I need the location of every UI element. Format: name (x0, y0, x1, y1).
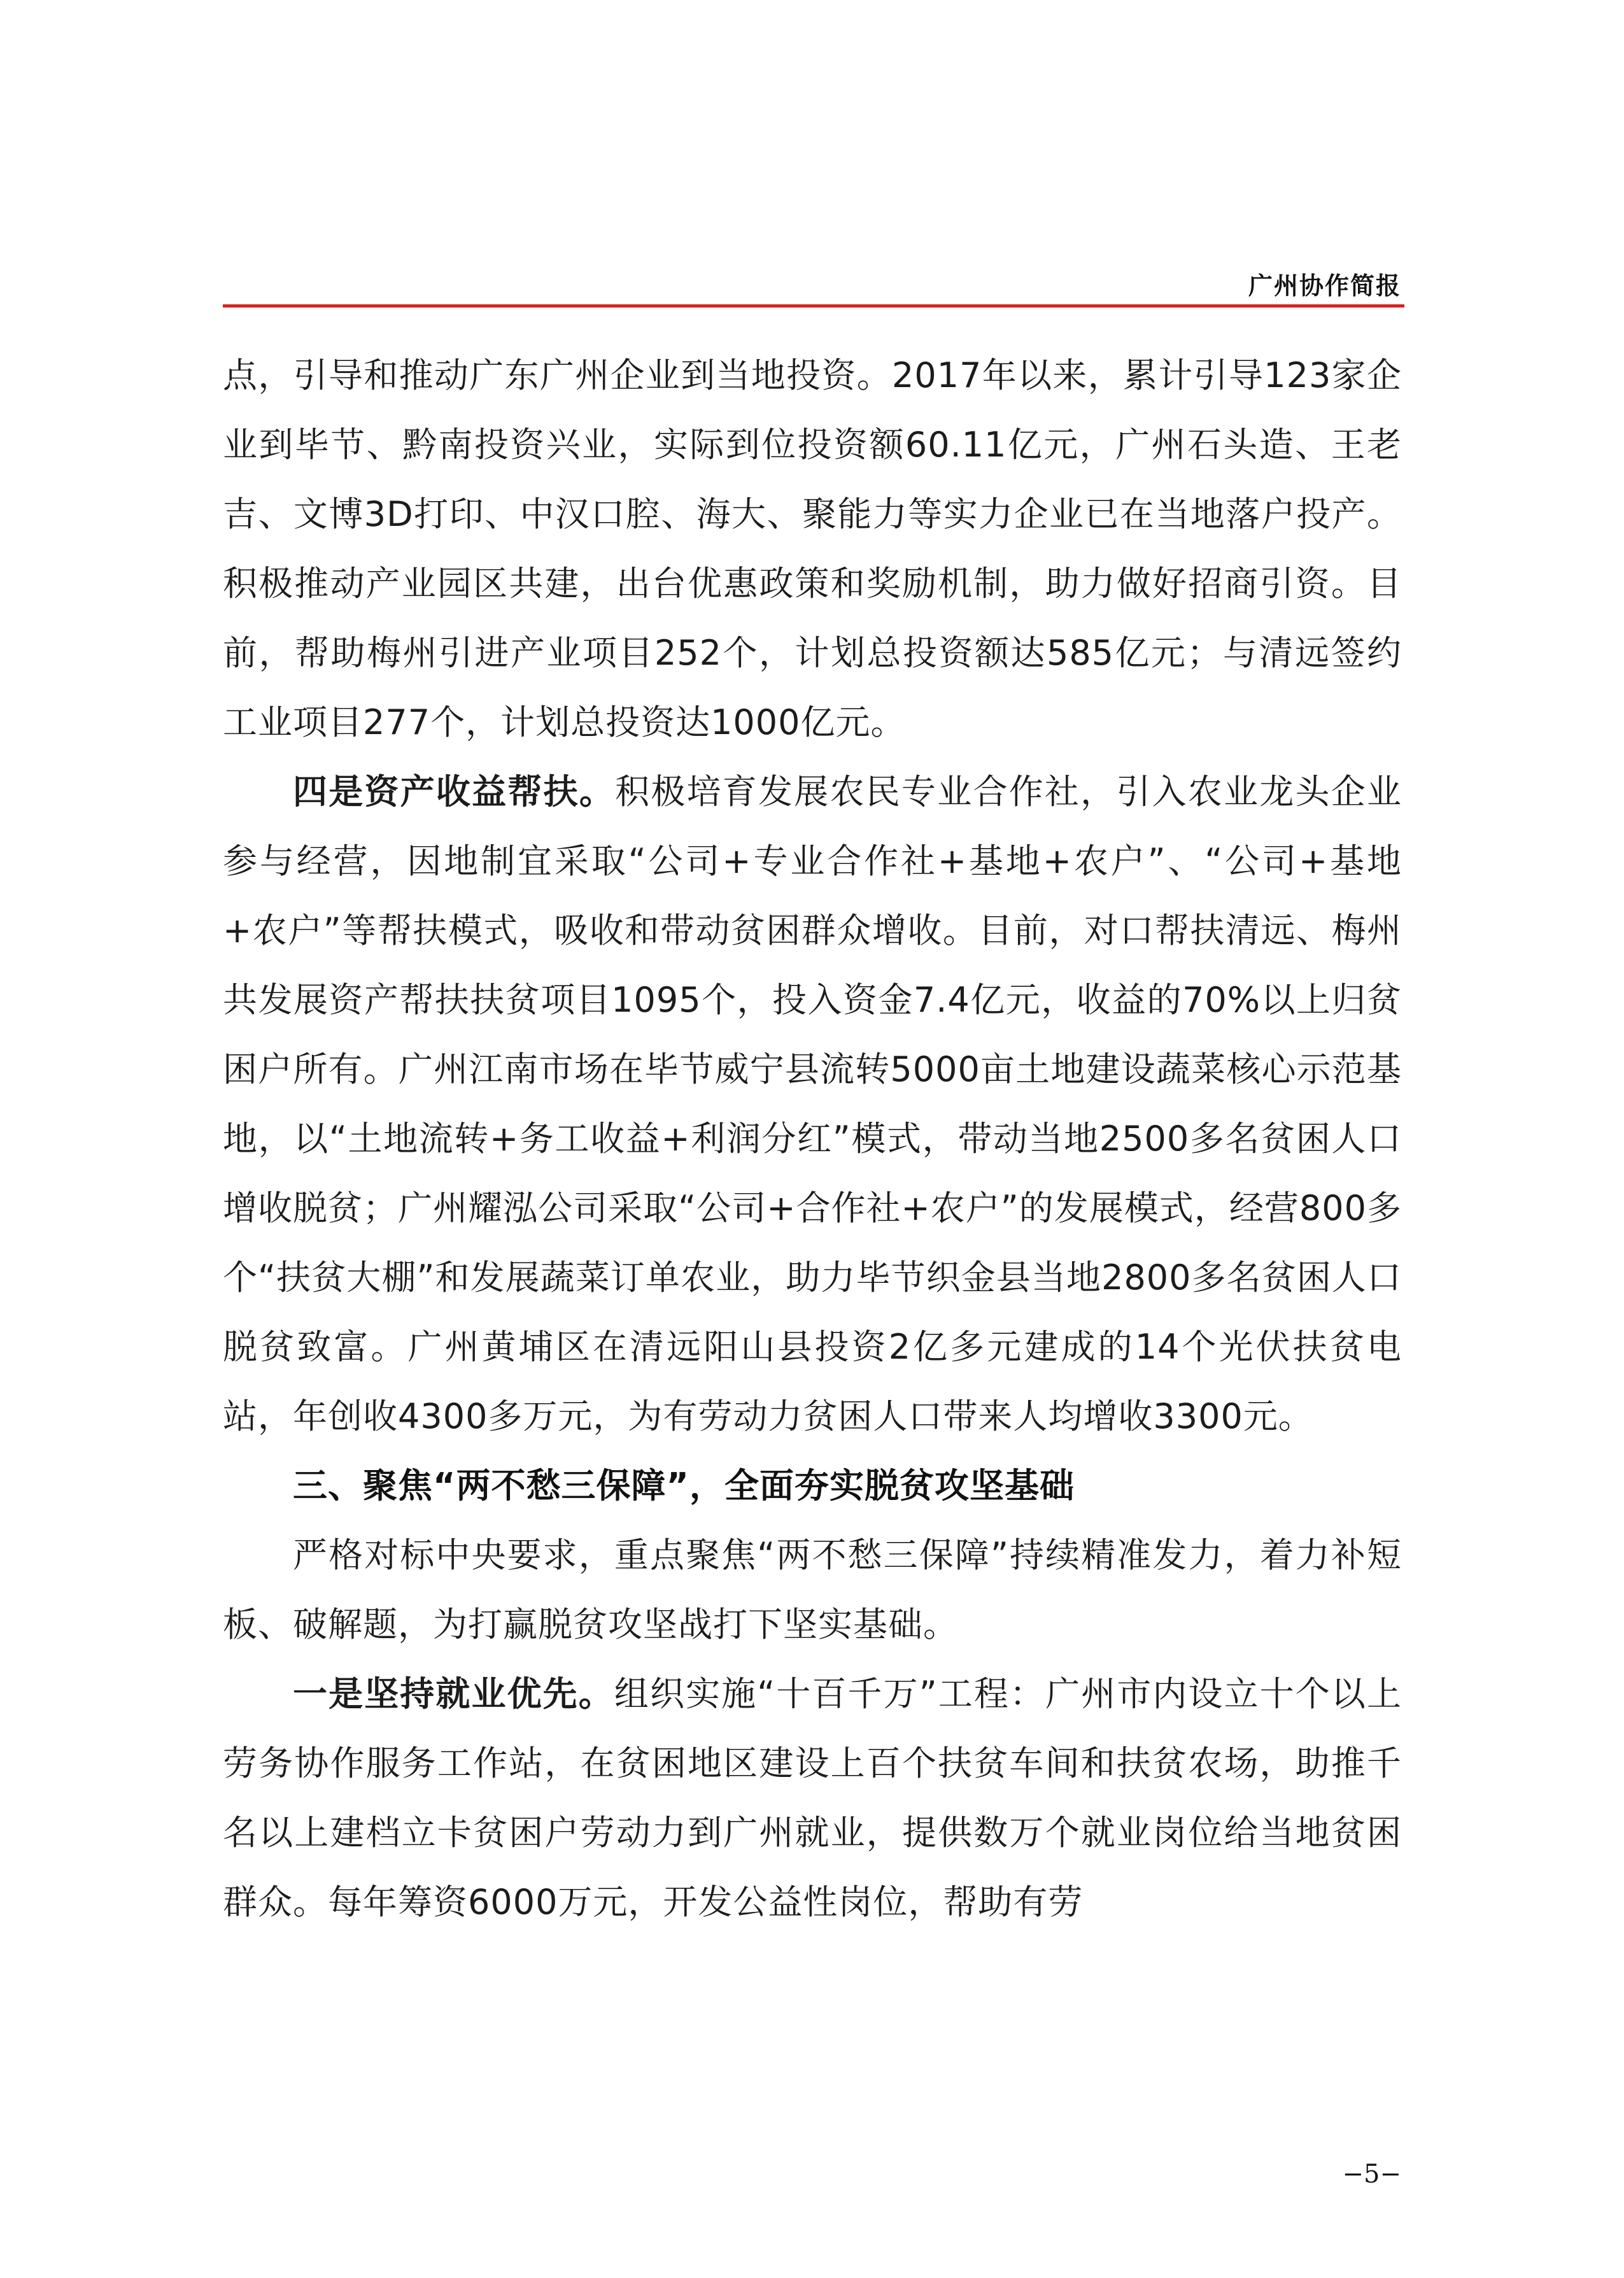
paragraph-lead: 四是资产收益帮扶。 (293, 771, 616, 812)
page-number: −5− (1342, 2160, 1401, 2189)
paragraph-lead: 一是坚持就业优先。 (293, 1673, 614, 1714)
paragraph-asset-income (223, 757, 1402, 1451)
header-divider (223, 304, 1404, 308)
paragraph-investment: 点，引导和推动广东广州企业到当地投资。2017年以来，累计引导123家企业到毕节、黔南投资兴业，实际到位投资额60.11亿元，广州石头造、王老吉、文博3D打印、中汉口腔、海大、聚能力等实力企业已在当地落户投产。积极推动产业园区共建，出台优惠政策和奖励机制，助力做好招商引资。目前，帮助梅州引进产业项目252个，计划总投资额达585亿元；与清远签约工业项目277个，计划总投资达1000亿元。 (223, 355, 1402, 742)
document-body (223, 341, 1402, 1937)
paragraph-employment (223, 1659, 1402, 1937)
paragraph-text: 积极培育发展农民专业合作社，引入农业龙头企业参与经营，因地制宜采取“公司+专业合作社+基地+农户”、“公司+基地+农户”等帮扶模式，吸收和带动贫困群众增收。目前，对口帮扶清远、梅州共发展资产帮扶扶贫项目1095个，投入资金7.4亿元，收益的70%以上归贫困户所有。广州江南市场在毕节威宁县流转5000亩土地建设蔬菜核心示范基地，以“土地流转+务工收益+利润分红”模式，带动当地2500多名贫困人口增收脱贫；广州耀泓公司采取“公司+合作社+农户”的发展模式，经营800多个“扶贫大棚”和发展蔬菜订单农业，助力毕节织金县当地2800多名贫困人口脱贫致富。广州黄埔区在清远阳山县投资2亿多元建成的14个光伏扶贫电站，年创收4300多万元，为有劳动力贫困人口带来人均增收3300元。 (223, 772, 1402, 1436)
header-title: 广州协作简报 (1248, 271, 1401, 300)
paragraph-section-intro: 严格对标中央要求，重点聚焦“两不愁三保障”持续精准发力，着力补短板、破解题，为打赢脱贫攻坚战打下坚实基础。 (223, 1535, 1402, 1645)
paragraph-text: 组织实施“十百千万”工程：广州市内设立十个以上劳务协作服务工作站，在贫困地区建设上百个扶贫车间和扶贫农场，助推千名以上建档立卡贫困户劳动力到广州就业，提供数万个就业岗位给当地贫困群众。每年筹资6000万元，开发公益性岗位，帮助有劳 (223, 1674, 1402, 1922)
section-heading: 三、聚焦“两不愁三保障”，全面夯实脱贫攻坚基础 (293, 1466, 1075, 1506)
